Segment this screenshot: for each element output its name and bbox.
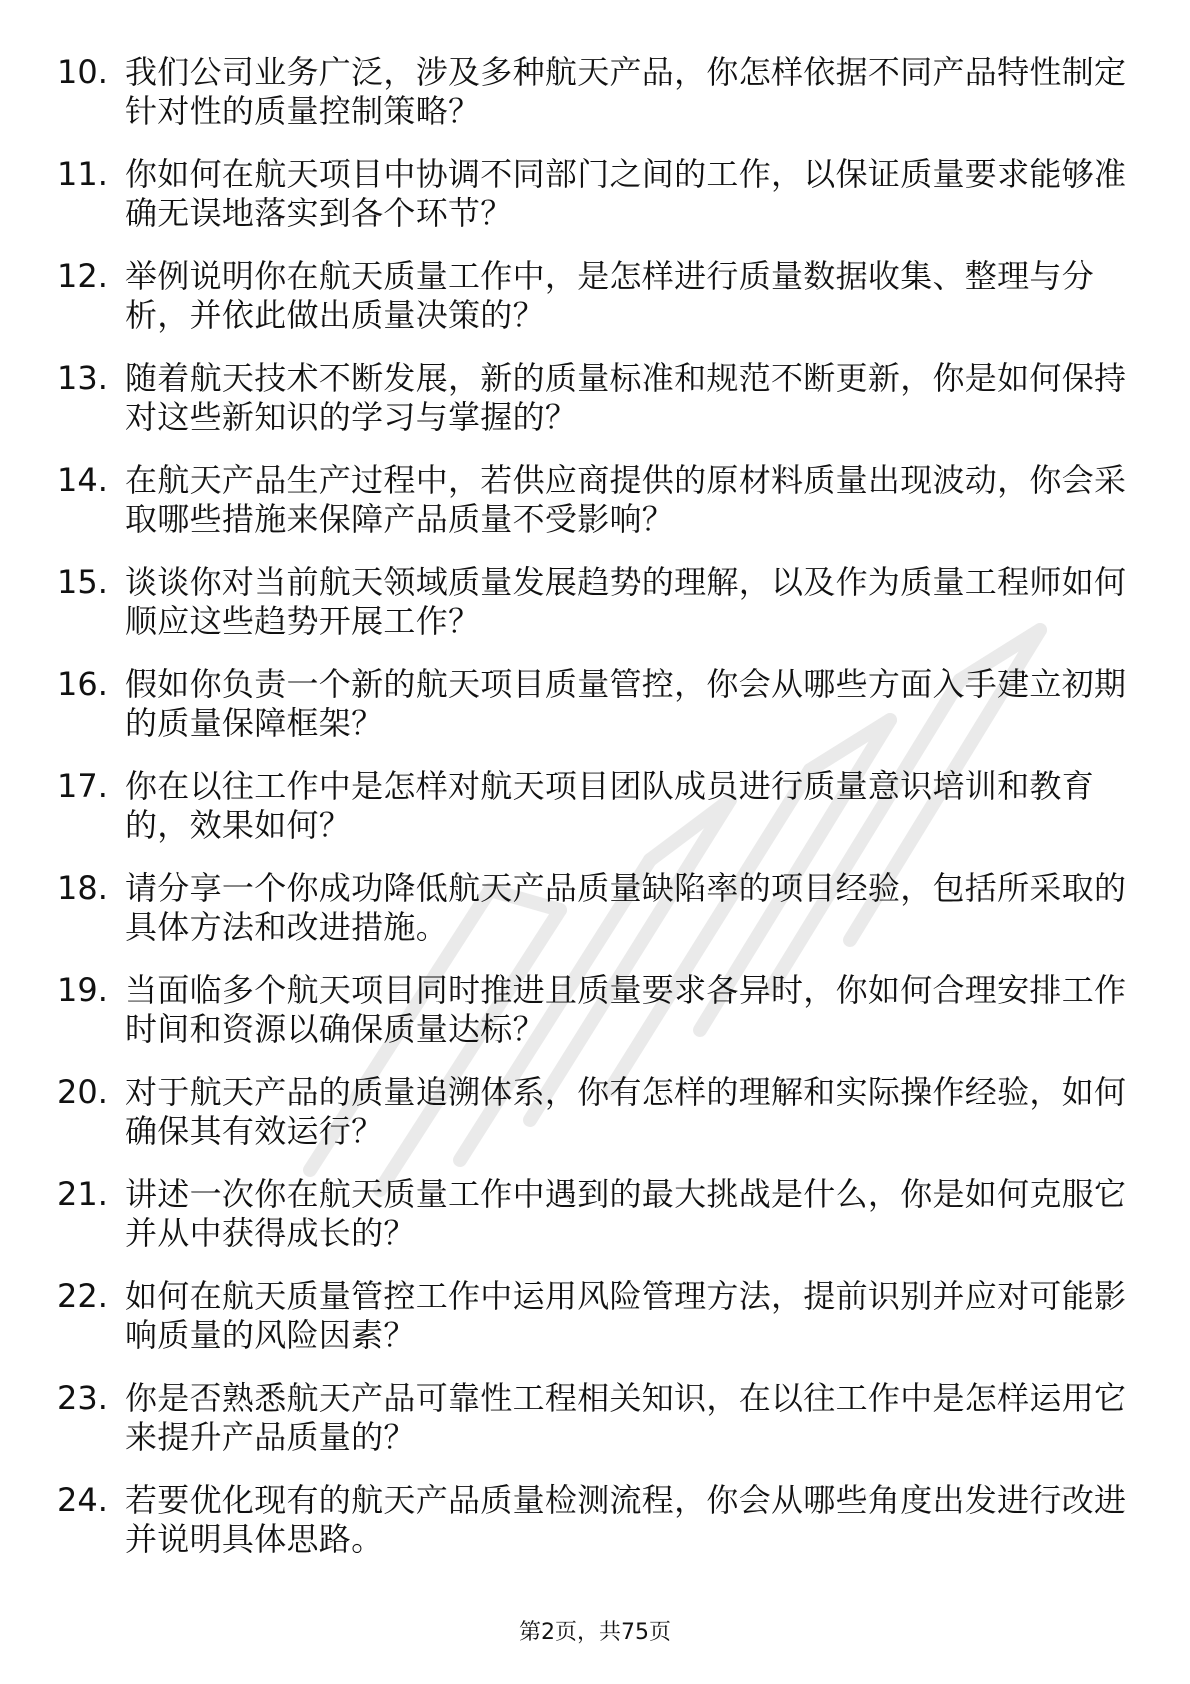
page-number-footer: 第2页，共75页 xyxy=(519,1620,671,1645)
question-item xyxy=(57,971,1137,1049)
question-number: 13. xyxy=(57,359,108,397)
question-list xyxy=(57,53,1137,1583)
question-item xyxy=(57,665,1137,743)
question-number: 23. xyxy=(57,1379,108,1417)
question-number: 19. xyxy=(57,971,108,1009)
question-text: 如何在航天质量管控工作中运用风险管理方法，提前识别并应对可能影响质量的风险因素？ xyxy=(125,1277,1127,1354)
question-number: 11. xyxy=(57,155,108,193)
question-text: 你如何在航天项目中协调不同部门之间的工作，以保证质量要求能够准确无误地落实到各个环节？ xyxy=(125,155,1127,232)
question-number: 15. xyxy=(57,563,108,601)
question-text: 对于航天产品的质量追溯体系，你有怎样的理解和实际操作经验，如何确保其有效运行？ xyxy=(125,1073,1127,1150)
question-item xyxy=(57,461,1137,539)
question-item xyxy=(57,767,1137,845)
question-item xyxy=(57,257,1137,335)
question-number: 18. xyxy=(57,869,108,907)
question-text: 谈谈你对当前航天领域质量发展趋势的理解，以及作为质量工程师如何顺应这些趋势开展工作？ xyxy=(125,563,1127,640)
question-item xyxy=(57,1481,1137,1559)
question-item xyxy=(57,1175,1137,1253)
question-number: 12. xyxy=(57,257,108,295)
question-item xyxy=(57,359,1137,437)
question-number: 21. xyxy=(57,1175,108,1213)
question-number: 10. xyxy=(57,53,108,91)
question-text: 随着航天技术不断发展，新的质量标准和规范不断更新，你是如何保持对这些新知识的学习与掌握的？ xyxy=(125,359,1127,436)
question-text: 讲述一次你在航天质量工作中遇到的最大挑战是什么，你是如何克服它并从中获得成长的？ xyxy=(125,1175,1127,1252)
question-text: 我们公司业务广泛，涉及多种航天产品，你怎样依据不同产品特性制定针对性的质量控制策略？ xyxy=(125,53,1127,130)
question-item xyxy=(57,1073,1137,1151)
question-text: 你是否熟悉航天产品可靠性工程相关知识，在以往工作中是怎样运用它来提升产品质量的？ xyxy=(125,1379,1127,1456)
question-item xyxy=(57,53,1137,131)
question-text: 请分享一个你成功降低航天产品质量缺陷率的项目经验，包括所采取的具体方法和改进措施。 xyxy=(125,869,1127,946)
question-text: 若要优化现有的航天产品质量检测流程，你会从哪些角度出发进行改进并说明具体思路。 xyxy=(125,1481,1127,1558)
question-number: 20. xyxy=(57,1073,108,1111)
question-item xyxy=(57,1379,1137,1457)
question-item xyxy=(57,155,1137,233)
question-text: 你在以往工作中是怎样对航天项目团队成员进行质量意识培训和教育的，效果如何？ xyxy=(125,767,1095,844)
question-item xyxy=(57,869,1137,947)
question-number: 22. xyxy=(57,1277,108,1315)
question-item xyxy=(57,563,1137,641)
question-text: 举例说明你在航天质量工作中，是怎样进行质量数据收集、整理与分析，并依此做出质量决策的？ xyxy=(125,257,1095,334)
question-number: 16. xyxy=(57,665,108,703)
question-number: 14. xyxy=(57,461,108,499)
question-text: 在航天产品生产过程中，若供应商提供的原材料质量出现波动，你会采取哪些措施来保障产品质量不受影响？ xyxy=(125,461,1127,538)
question-text: 假如你负责一个新的航天项目质量管控，你会从哪些方面入手建立初期的质量保障框架？ xyxy=(125,665,1127,742)
question-item xyxy=(57,1277,1137,1355)
question-number: 24. xyxy=(57,1481,108,1519)
question-number: 17. xyxy=(57,767,108,805)
question-text: 当面临多个航天项目同时推进且质量要求各异时，你如何合理安排工作时间和资源以确保质量达标？ xyxy=(125,971,1127,1048)
